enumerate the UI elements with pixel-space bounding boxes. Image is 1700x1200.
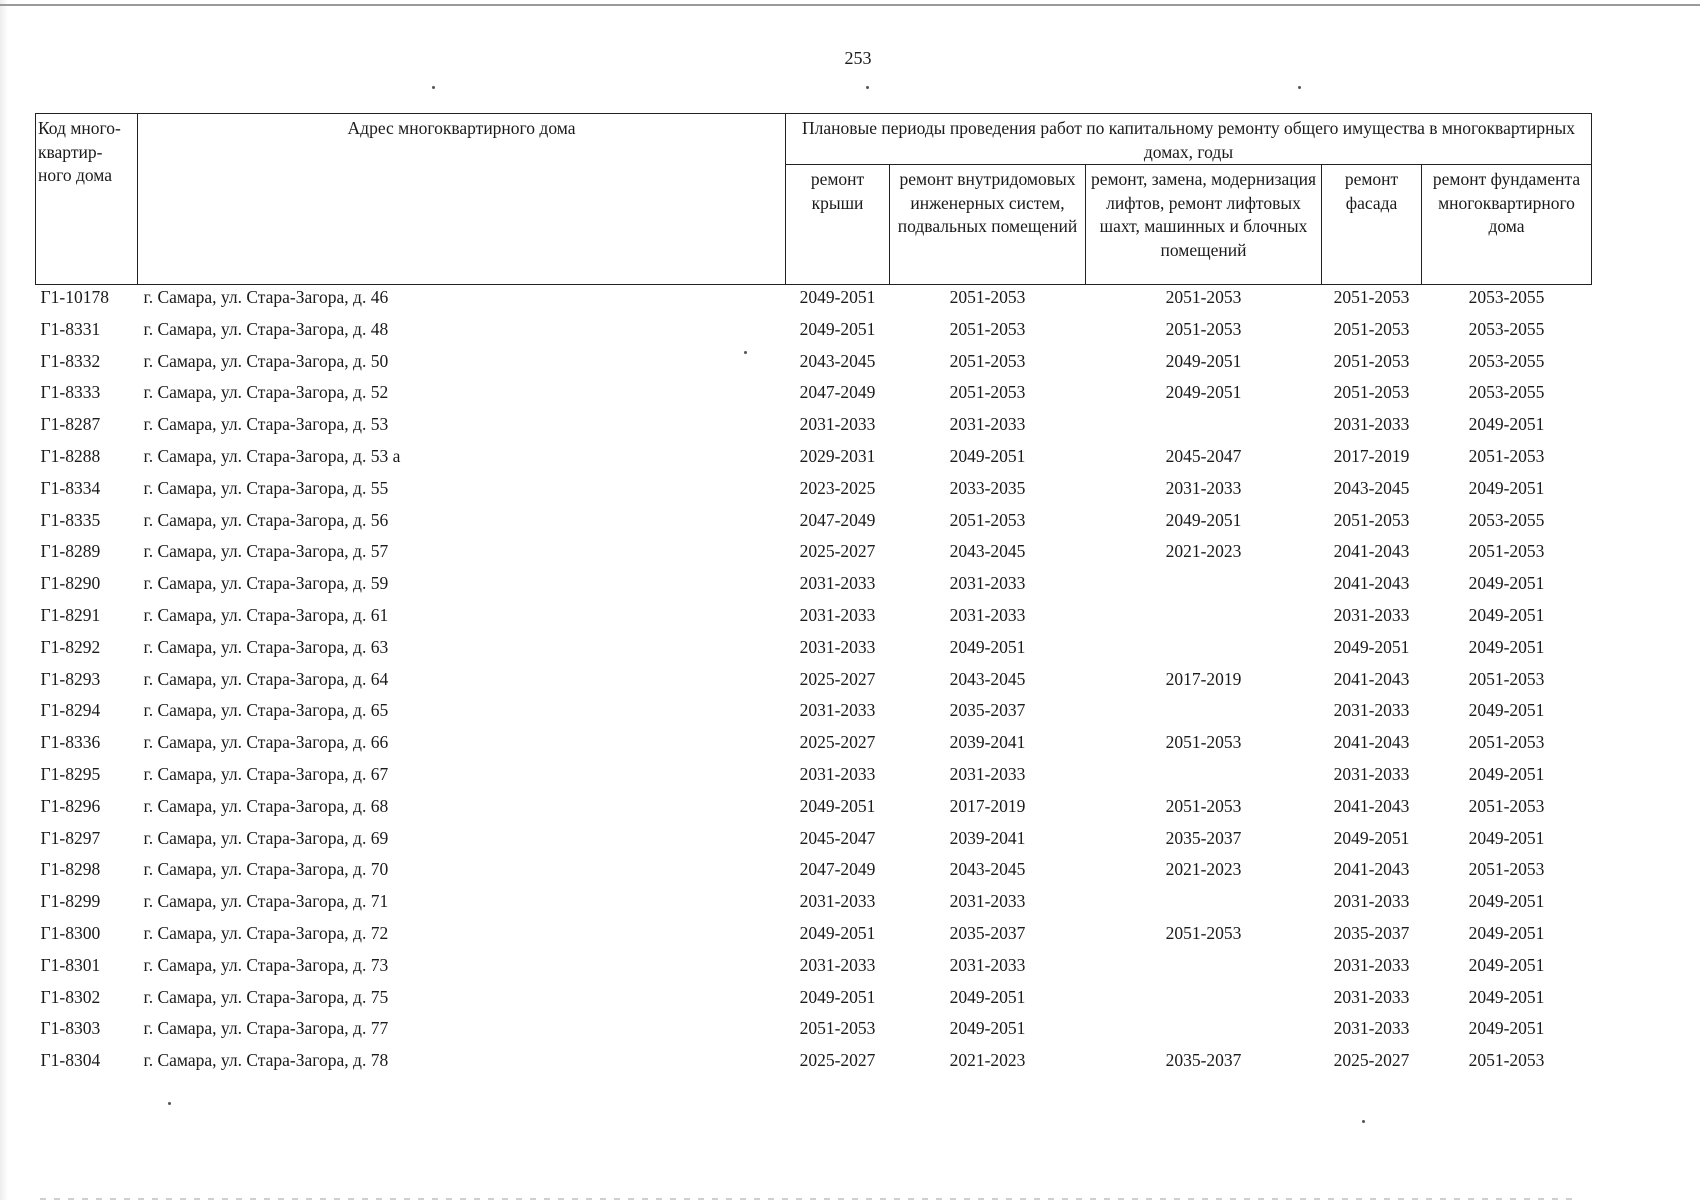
cell-engineering: 2049-2051 — [949, 636, 1026, 657]
cell-foundation: 2049-2051 — [1468, 827, 1545, 848]
cell-engineering: 2017-2019 — [949, 795, 1026, 816]
cell-foundation: 2049-2051 — [1468, 922, 1545, 943]
cell-address: г. Самара, ул. Стара-Загора, д. 64 — [143, 668, 389, 689]
cell-foundation: 2051-2053 — [1468, 859, 1545, 880]
cell-roof: 2045-2047 — [799, 827, 876, 848]
cell-code: Г1-8299 — [40, 891, 101, 912]
cell-foundation: 2049-2051 — [1468, 891, 1545, 912]
cell-lifts: 2051-2053 — [1165, 287, 1242, 307]
cell-engineering: 2035-2037 — [949, 700, 1026, 721]
cell-code: Г1-10178 — [40, 287, 109, 307]
cell-lifts — [1086, 603, 1322, 635]
cell-foundation: 2053-2055 — [1468, 509, 1545, 530]
cell-engineering: 2051-2053 — [949, 350, 1026, 371]
cell-foundation: 2053-2055 — [1468, 350, 1545, 371]
table-row — [36, 889, 1592, 921]
cell-address: г. Самара, ул. Стара-Загора, д. 77 — [143, 1018, 389, 1039]
cell-address: г. Самара, ул. Стара-Загора, д. 67 — [143, 763, 389, 784]
table-row — [36, 953, 1592, 985]
cell-address: г. Самара, ул. Стара-Загора, д. 68 — [143, 795, 389, 816]
header-code: Код много-квартир-ного дома — [36, 114, 138, 285]
cell-facade: 2049-2051 — [1333, 636, 1410, 657]
cell-facade: 2041-2043 — [1333, 795, 1410, 816]
cell-address: г. Самара, ул. Стара-Загора, д. 63 — [143, 636, 389, 657]
cell-engineering: 2049-2051 — [949, 1018, 1026, 1039]
cell-address: г. Самара, ул. Стара-Загора, д. 50 — [143, 350, 389, 371]
cell-address: г. Самара, ул. Стара-Загора, д. 46 — [143, 287, 389, 307]
header-roof: ремонт крыши — [786, 165, 890, 285]
cell-code: Г1-8331 — [40, 318, 101, 339]
cell-roof: 2025-2027 — [799, 1050, 876, 1071]
header-facade: ремонт фасада — [1322, 165, 1422, 285]
table-row — [36, 476, 1592, 508]
cell-roof: 2047-2049 — [799, 859, 876, 880]
cell-address: г. Самара, ул. Стара-Загора, д. 75 — [143, 986, 389, 1007]
table-row — [36, 508, 1592, 540]
cell-code: Г1-8302 — [40, 986, 101, 1007]
cell-code: Г1-8292 — [40, 636, 101, 657]
header-planned-periods: Плановые периоды проведения работ по капитальному ремонту общего имущества в многоквартирных домах, годы — [786, 114, 1592, 165]
cell-code: Г1-8301 — [40, 954, 101, 975]
cell-lifts: 2035-2037 — [1165, 1050, 1242, 1071]
cell-address: г. Самара, ул. Стара-Загора, д. 78 — [143, 1050, 389, 1071]
table-row — [36, 1016, 1592, 1048]
header-foundation: ремонт фундамента многоквартирного дома — [1422, 165, 1592, 285]
cell-facade: 2041-2043 — [1333, 573, 1410, 594]
cell-lifts — [1086, 985, 1322, 1017]
cell-foundation: 2049-2051 — [1468, 636, 1545, 657]
cell-roof: 2025-2027 — [799, 668, 876, 689]
cell-engineering: 2031-2033 — [949, 763, 1026, 784]
page-number: 253 — [844, 48, 872, 68]
cell-facade: 2051-2053 — [1333, 287, 1410, 307]
table-row — [36, 571, 1592, 603]
cell-code: Г1-8291 — [40, 604, 101, 625]
cell-code: Г1-8300 — [40, 922, 101, 943]
cell-lifts: 2021-2023 — [1165, 541, 1242, 562]
cell-foundation: 2051-2053 — [1468, 1050, 1545, 1071]
cell-roof: 2049-2051 — [799, 287, 876, 307]
cell-engineering: 2049-2051 — [949, 986, 1026, 1007]
cell-facade: 2051-2053 — [1333, 350, 1410, 371]
cell-code: Г1-8298 — [40, 859, 101, 880]
cell-address: г. Самара, ул. Стара-Загора, д. 48 — [143, 318, 389, 339]
cell-address: г. Самара, ул. Стара-Загора, д. 73 — [143, 954, 389, 975]
cell-code: Г1-8336 — [40, 732, 101, 753]
cell-address: г. Самара, ул. Стара-Загора, д. 61 — [143, 604, 389, 625]
cell-facade: 2031-2033 — [1333, 954, 1410, 975]
cell-code: Г1-8303 — [40, 1018, 101, 1039]
cell-facade: 2041-2043 — [1333, 668, 1410, 689]
cell-code: Г1-8295 — [40, 763, 101, 784]
cell-code: Г1-8333 — [40, 382, 101, 403]
table-row — [36, 762, 1592, 794]
cell-foundation: 2049-2051 — [1468, 986, 1545, 1007]
cell-address: г. Самара, ул. Стара-Загора, д. 55 — [143, 477, 389, 498]
cell-facade: 2051-2053 — [1333, 382, 1410, 403]
cell-roof: 2049-2051 — [799, 922, 876, 943]
cell-engineering: 2033-2035 — [949, 477, 1026, 498]
cell-address: г. Самара, ул. Стара-Загора, д. 65 — [143, 700, 389, 721]
cell-engineering: 2051-2053 — [949, 287, 1026, 307]
cell-address: г. Самара, ул. Стара-Загора, д. 72 — [143, 922, 389, 943]
cell-foundation: 2049-2051 — [1468, 604, 1545, 625]
cell-facade: 2031-2033 — [1333, 700, 1410, 721]
cell-lifts — [1086, 635, 1322, 667]
cell-foundation: 2049-2051 — [1468, 763, 1545, 784]
repair-schedule-sheet — [35, 113, 1592, 1080]
cell-roof: 2049-2051 — [799, 986, 876, 1007]
cell-lifts — [1086, 889, 1322, 921]
table-row — [36, 857, 1592, 889]
cell-roof: 2031-2033 — [799, 891, 876, 912]
cell-code: Г1-8297 — [40, 827, 101, 848]
cell-lifts: 2051-2053 — [1165, 922, 1242, 943]
table-row — [36, 317, 1592, 349]
cell-facade: 2041-2043 — [1333, 859, 1410, 880]
cell-roof: 2049-2051 — [799, 318, 876, 339]
cell-code: Г1-8289 — [40, 541, 101, 562]
cell-roof: 2029-2031 — [799, 445, 876, 466]
cell-lifts: 2017-2019 — [1165, 668, 1242, 689]
cell-lifts — [1086, 412, 1322, 444]
cell-code: Г1-8334 — [40, 477, 101, 498]
cell-lifts: 2049-2051 — [1165, 382, 1242, 403]
cell-engineering: 2043-2045 — [949, 668, 1026, 689]
header-address: Адрес многоквартирного дома — [138, 114, 786, 285]
cell-code: Г1-8290 — [40, 573, 101, 594]
table-row — [36, 985, 1592, 1017]
cell-roof: 2051-2053 — [799, 1018, 876, 1039]
table-row — [36, 794, 1592, 826]
scan-left-edge — [0, 0, 8, 1200]
cell-engineering: 2043-2045 — [949, 859, 1026, 880]
cell-address: г. Самара, ул. Стара-Загора, д. 53 а — [143, 445, 401, 466]
cell-facade: 2031-2033 — [1333, 986, 1410, 1007]
cell-roof: 2031-2033 — [799, 573, 876, 594]
cell-foundation: 2051-2053 — [1468, 732, 1545, 753]
cell-roof: 2025-2027 — [799, 541, 876, 562]
cell-facade: 2017-2019 — [1333, 445, 1410, 466]
cell-engineering: 2039-2041 — [949, 827, 1026, 848]
cell-foundation: 2049-2051 — [1468, 477, 1545, 498]
cell-code: Г1-8296 — [40, 795, 101, 816]
cell-engineering: 2051-2053 — [949, 318, 1026, 339]
table-row — [36, 1048, 1592, 1080]
cell-foundation: 2051-2053 — [1468, 445, 1545, 466]
table-row — [36, 667, 1592, 699]
cell-facade: 2031-2033 — [1333, 414, 1410, 435]
cell-code: Г1-8332 — [40, 350, 101, 371]
cell-code: Г1-8294 — [40, 700, 101, 721]
cell-facade: 2041-2043 — [1333, 732, 1410, 753]
cell-lifts: 2051-2053 — [1165, 318, 1242, 339]
cell-facade: 2031-2033 — [1333, 891, 1410, 912]
table-row — [36, 603, 1592, 635]
header-engineering: ремонт внутридомовых инженерных систем, подвальных помещений — [890, 165, 1086, 285]
cell-lifts — [1086, 1016, 1322, 1048]
table-row — [36, 921, 1592, 953]
cell-lifts — [1086, 698, 1322, 730]
cell-engineering: 2031-2033 — [949, 573, 1026, 594]
cell-code: Г1-8304 — [40, 1050, 101, 1071]
cell-lifts: 2035-2037 — [1165, 827, 1242, 848]
cell-address: г. Самара, ул. Стара-Загора, д. 70 — [143, 859, 389, 880]
cell-engineering: 2021-2023 — [949, 1050, 1026, 1071]
cell-lifts: 2031-2033 — [1165, 477, 1242, 498]
cell-roof: 2043-2045 — [799, 350, 876, 371]
cell-roof: 2031-2033 — [799, 604, 876, 625]
header-row-top — [36, 114, 1592, 165]
table-row — [36, 380, 1592, 412]
table-row — [36, 826, 1592, 858]
cell-foundation: 2053-2055 — [1468, 318, 1545, 339]
cell-facade: 2051-2053 — [1333, 509, 1410, 530]
table-row — [36, 285, 1592, 317]
cell-foundation: 2051-2053 — [1468, 795, 1545, 816]
cell-lifts: 2049-2051 — [1165, 350, 1242, 371]
cell-engineering: 2051-2053 — [949, 382, 1026, 403]
cell-roof: 2049-2051 — [799, 795, 876, 816]
cell-lifts — [1086, 762, 1322, 794]
cell-facade: 2051-2053 — [1333, 318, 1410, 339]
cell-engineering: 2031-2033 — [949, 891, 1026, 912]
cell-lifts: 2045-2047 — [1165, 445, 1242, 466]
cell-engineering: 2035-2037 — [949, 922, 1026, 943]
cell-foundation: 2051-2053 — [1468, 541, 1545, 562]
table-body — [36, 285, 1592, 1080]
cell-address: г. Самара, ул. Стара-Загора, д. 66 — [143, 732, 389, 753]
cell-foundation: 2049-2051 — [1468, 414, 1545, 435]
cell-engineering: 2031-2033 — [949, 604, 1026, 625]
cell-facade: 2031-2033 — [1333, 604, 1410, 625]
table-header — [36, 114, 1592, 285]
table-row — [36, 698, 1592, 730]
cell-lifts: 2051-2053 — [1165, 795, 1242, 816]
header-lifts: ремонт, замена, модернизация лифтов, ремонт лифтовых шахт, машинных и блочных помещений — [1086, 165, 1322, 285]
cell-engineering: 2049-2051 — [949, 445, 1026, 466]
cell-code: Г1-8287 — [40, 414, 101, 435]
cell-foundation: 2051-2053 — [1468, 668, 1545, 689]
cell-lifts: 2051-2053 — [1165, 732, 1242, 753]
cell-engineering: 2051-2053 — [949, 509, 1026, 530]
table-row — [36, 730, 1592, 762]
cell-roof: 2031-2033 — [799, 954, 876, 975]
repair-schedule-table — [35, 113, 1592, 1080]
cell-roof: 2031-2033 — [799, 636, 876, 657]
cell-address: г. Самара, ул. Стара-Загора, д. 53 — [143, 414, 389, 435]
cell-foundation: 2049-2051 — [1468, 573, 1545, 594]
scan-top-edge — [0, 4, 1700, 6]
table-row — [36, 635, 1592, 667]
cell-code: Г1-8335 — [40, 509, 101, 530]
table-row — [36, 349, 1592, 381]
cell-lifts — [1086, 571, 1322, 603]
cell-engineering: 2031-2033 — [949, 954, 1026, 975]
cell-foundation: 2049-2051 — [1468, 954, 1545, 975]
cell-code: Г1-8288 — [40, 445, 101, 466]
cell-foundation: 2049-2051 — [1468, 700, 1545, 721]
cell-address: г. Самара, ул. Стара-Загора, д. 56 — [143, 509, 389, 530]
table-row — [36, 539, 1592, 571]
cell-facade: 2043-2045 — [1333, 477, 1410, 498]
cell-foundation: 2053-2055 — [1468, 287, 1545, 307]
cell-engineering: 2031-2033 — [949, 414, 1026, 435]
cell-facade: 2025-2027 — [1333, 1050, 1410, 1071]
cell-roof: 2023-2025 — [799, 477, 876, 498]
cell-address: г. Самара, ул. Стара-Загора, д. 59 — [143, 573, 389, 594]
cell-facade: 2031-2033 — [1333, 1018, 1410, 1039]
cell-lifts: 2049-2051 — [1165, 509, 1242, 530]
cell-address: г. Самара, ул. Стара-Загора, д. 57 — [143, 541, 389, 562]
cell-roof: 2047-2049 — [799, 509, 876, 530]
cell-roof: 2031-2033 — [799, 414, 876, 435]
cell-engineering: 2043-2045 — [949, 541, 1026, 562]
cell-address: г. Самара, ул. Стара-Загора, д. 69 — [143, 827, 389, 848]
cell-roof: 2047-2049 — [799, 382, 876, 403]
cell-address: г. Самара, ул. Стара-Загора, д. 52 — [143, 382, 389, 403]
cell-engineering: 2039-2041 — [949, 732, 1026, 753]
cell-address: г. Самара, ул. Стара-Загора, д. 71 — [143, 891, 389, 912]
cell-foundation: 2049-2051 — [1468, 1018, 1545, 1039]
cell-lifts: 2021-2023 — [1165, 859, 1242, 880]
cell-roof: 2031-2033 — [799, 700, 876, 721]
cell-facade: 2031-2033 — [1333, 763, 1410, 784]
cell-foundation: 2053-2055 — [1468, 382, 1545, 403]
cell-facade: 2041-2043 — [1333, 541, 1410, 562]
table-row — [36, 412, 1592, 444]
cell-facade: 2049-2051 — [1333, 827, 1410, 848]
cell-roof: 2031-2033 — [799, 763, 876, 784]
table-row — [36, 444, 1592, 476]
cell-lifts — [1086, 953, 1322, 985]
cell-roof: 2025-2027 — [799, 732, 876, 753]
cell-code: Г1-8293 — [40, 668, 101, 689]
cell-facade: 2035-2037 — [1333, 922, 1410, 943]
